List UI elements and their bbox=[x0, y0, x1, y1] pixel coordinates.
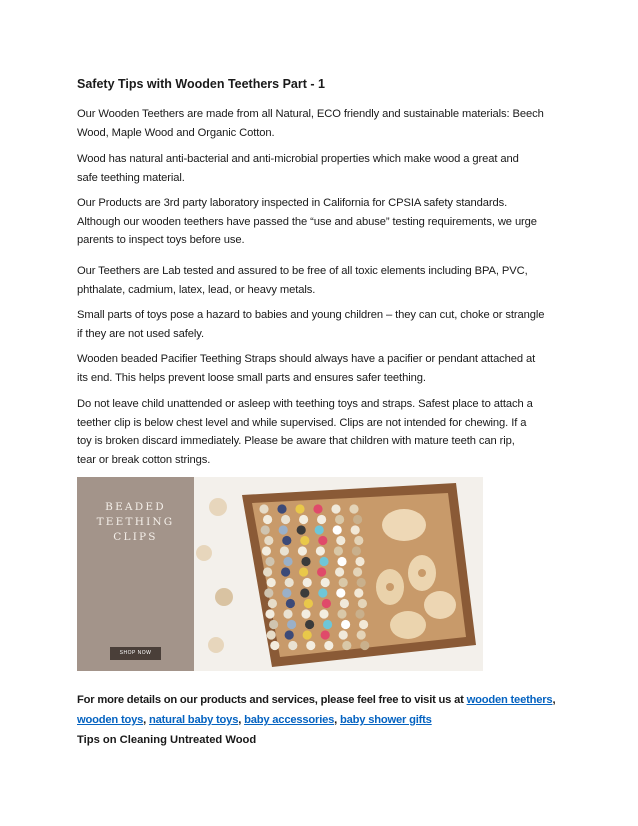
bead bbox=[269, 620, 278, 629]
bead bbox=[297, 525, 306, 534]
bead bbox=[324, 641, 333, 650]
bead bbox=[295, 504, 304, 513]
bead bbox=[281, 515, 290, 524]
bead bbox=[358, 599, 367, 608]
text-line: teether clip is below chest level and while supervised. Clips are not intended for chewing. If a bbox=[77, 416, 527, 429]
bead bbox=[263, 567, 272, 576]
bead bbox=[262, 546, 271, 555]
bead bbox=[352, 546, 361, 555]
bead bbox=[353, 515, 362, 524]
bead bbox=[360, 641, 369, 650]
bead bbox=[355, 609, 364, 618]
page-title: Safety Tips with Wooden Teethers Part - 1 bbox=[77, 77, 325, 91]
bead bbox=[299, 567, 308, 576]
text-line: Our Wooden Teethers are made from all Natural, ECO friendly and sustainable materials: Beech bbox=[77, 108, 544, 120]
paragraph-toxic-free bbox=[77, 262, 567, 299]
text-line: Although our wooden teethers have passed the “use and abuse” testing requirements, we urge bbox=[77, 215, 537, 228]
bead bbox=[357, 630, 366, 639]
bead bbox=[303, 630, 312, 639]
bead bbox=[287, 620, 296, 629]
bead bbox=[354, 588, 363, 597]
bead bbox=[261, 525, 270, 534]
bead bbox=[319, 557, 328, 566]
bead bbox=[331, 504, 340, 513]
bead bbox=[282, 536, 291, 545]
bead bbox=[306, 641, 315, 650]
bead bbox=[304, 599, 313, 608]
bead bbox=[359, 620, 368, 629]
bead bbox=[323, 620, 332, 629]
bead bbox=[267, 630, 276, 639]
bead bbox=[298, 546, 307, 555]
bead bbox=[259, 504, 268, 513]
separator: , bbox=[334, 714, 340, 726]
text-line: parents to inspect toys before use. bbox=[77, 234, 245, 246]
bead bbox=[339, 630, 348, 639]
paragraph-antibacterial bbox=[77, 150, 567, 187]
bead bbox=[339, 578, 348, 587]
bead bbox=[321, 578, 330, 587]
bead bbox=[264, 536, 273, 545]
link-natural-baby-toys[interactable]: natural baby toys bbox=[149, 714, 239, 726]
text-line: Do not leave child unattended or asleep with teething toys and straps. Safest place to attach a bbox=[77, 398, 533, 410]
bead bbox=[341, 620, 350, 629]
text-line: its end. This helps prevent loose small parts and ensures safer teething. bbox=[77, 371, 426, 384]
bead bbox=[265, 557, 274, 566]
footer-paragraph bbox=[77, 690, 572, 730]
promo-title-line: TEETHING bbox=[96, 516, 175, 528]
bead bbox=[337, 557, 346, 566]
text-line bbox=[77, 710, 572, 730]
bead bbox=[334, 546, 343, 555]
text-line: Our Teethers are Lab tested and assured to be free of all toxic elements including BPA, PVC, bbox=[77, 265, 528, 277]
bead bbox=[336, 536, 345, 545]
text-line: Our Products are 3rd party laboratory inspected in California for CPSIA safety standards. bbox=[77, 197, 508, 209]
footer-intro: For more details on our products and services, please feel free to visit us at bbox=[77, 694, 467, 706]
bead bbox=[286, 599, 295, 608]
separator: , bbox=[552, 694, 556, 706]
bead bbox=[268, 599, 277, 608]
bead bbox=[282, 588, 291, 597]
text-line: Wooden beaded Pacifier Teething Straps should always have a pacifier or pendant attached at bbox=[77, 353, 536, 365]
link-baby-shower-gifts[interactable]: baby shower gifts bbox=[339, 714, 432, 726]
text-line: Wood has natural anti-bacterial and anti-microbial properties which make wood a great and bbox=[77, 153, 519, 165]
bead bbox=[336, 588, 345, 597]
text-line: toy is broken discard immediately. Please be aware that children with mature teeth can rip, bbox=[77, 435, 515, 447]
separator: , bbox=[238, 714, 245, 726]
bead bbox=[319, 609, 328, 618]
bead bbox=[303, 578, 312, 587]
bead bbox=[285, 630, 294, 639]
bead bbox=[265, 609, 274, 618]
bead bbox=[285, 578, 294, 587]
bead bbox=[318, 536, 327, 545]
bead bbox=[357, 578, 366, 587]
bead bbox=[317, 515, 326, 524]
bead bbox=[264, 588, 273, 597]
paragraph-materials bbox=[77, 105, 567, 142]
bead bbox=[283, 557, 292, 566]
promo-title bbox=[77, 500, 194, 545]
bead bbox=[313, 504, 322, 513]
bead bbox=[263, 515, 272, 524]
bead bbox=[288, 641, 297, 650]
bead bbox=[337, 609, 346, 618]
shop-now-button[interactable]: SHOP NOW bbox=[110, 647, 161, 660]
bead bbox=[300, 536, 309, 545]
promo-title-line: BEADED bbox=[105, 501, 166, 513]
text-line: phthalate, cadmium, latex, lead, or heavy metals. bbox=[77, 283, 316, 296]
link-wooden-toys[interactable]: wooden toys bbox=[77, 714, 144, 726]
bead bbox=[281, 567, 290, 576]
promo-panel bbox=[77, 477, 194, 671]
bead bbox=[280, 546, 289, 555]
bead bbox=[342, 641, 351, 650]
bead bbox=[355, 557, 364, 566]
bead bbox=[349, 504, 358, 513]
link-baby-accessories[interactable]: baby accessories bbox=[244, 714, 335, 726]
separator: , bbox=[143, 714, 149, 726]
bead bbox=[351, 525, 360, 534]
link-wooden-teethers[interactable]: wooden teethers bbox=[466, 694, 553, 706]
bead bbox=[335, 567, 344, 576]
bead bbox=[316, 546, 325, 555]
teething-clips-photo bbox=[194, 477, 483, 671]
bead bbox=[279, 525, 288, 534]
bead bbox=[322, 599, 331, 608]
text-line: if they are not used safely. bbox=[77, 327, 204, 340]
text-line: tear or break cotton strings. bbox=[77, 453, 211, 466]
bead bbox=[340, 599, 349, 608]
bead bbox=[305, 620, 314, 629]
bead bbox=[277, 504, 286, 513]
paragraph-lab-inspection bbox=[77, 194, 567, 250]
bead bbox=[318, 588, 327, 597]
bead bbox=[335, 515, 344, 524]
bead bbox=[321, 630, 330, 639]
paragraph-small-parts bbox=[77, 306, 567, 343]
text-line: Wood, Maple Wood and Organic Cotton. bbox=[77, 126, 275, 139]
bead bbox=[300, 588, 309, 597]
bead bbox=[301, 557, 310, 566]
promo-title-line: CLIPS bbox=[113, 531, 158, 543]
bead bbox=[354, 536, 363, 545]
bead bbox=[270, 641, 279, 650]
bead bbox=[333, 525, 342, 534]
paragraph-pacifier-straps bbox=[77, 350, 567, 387]
text-line: Small parts of toys pose a hazard to babies and young children – they can cut, choke or strangle bbox=[77, 309, 545, 321]
bead bbox=[317, 567, 326, 576]
section-subheading: Tips on Cleaning Untreated Wood bbox=[77, 734, 257, 746]
text-line: safe teething material. bbox=[77, 171, 185, 184]
paragraph-supervision bbox=[77, 395, 567, 469]
product-banner bbox=[77, 477, 483, 671]
bead bbox=[283, 609, 292, 618]
bead bbox=[301, 609, 310, 618]
bead bbox=[299, 515, 308, 524]
bead bbox=[267, 578, 276, 587]
bead bbox=[353, 567, 362, 576]
text-line bbox=[77, 690, 572, 710]
bead bbox=[315, 525, 324, 534]
